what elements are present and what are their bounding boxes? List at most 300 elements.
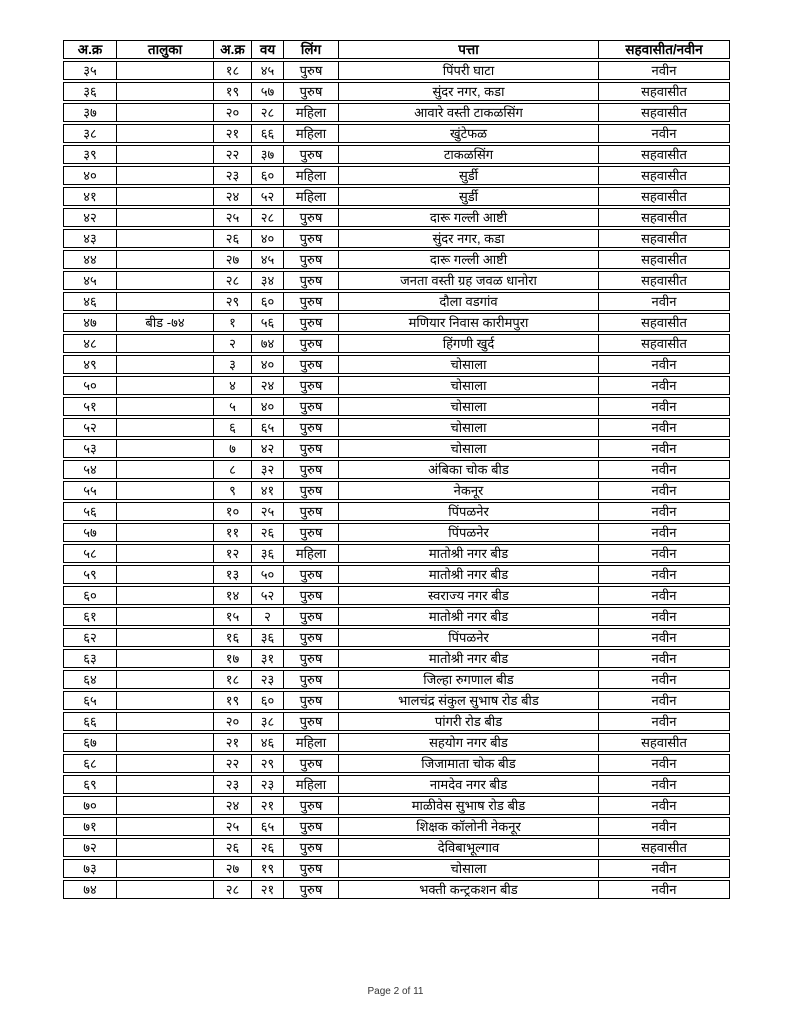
cell-sr2: २५ (213, 208, 251, 227)
cell-sr2: २१ (213, 733, 251, 752)
table-row (63, 712, 730, 731)
cell-gender: महिला (283, 544, 338, 563)
table-row (63, 61, 730, 80)
cell-status: नवीन (598, 544, 730, 563)
cell-sr: ४० (63, 166, 116, 185)
cell-sr2: २८ (213, 880, 251, 899)
cell-status: नवीन (598, 292, 730, 311)
cell-age: २४ (251, 376, 283, 395)
cell-address: भालचंद्र संकुल सुभाष रोड बीड (338, 691, 598, 710)
table-row (63, 166, 730, 185)
cell-age: ४० (251, 397, 283, 416)
cell-sr2: १६ (213, 628, 251, 647)
table-row (63, 271, 730, 290)
cell-taluka (116, 565, 213, 584)
cell-taluka (116, 817, 213, 836)
cell-sr2: २ (213, 334, 251, 353)
table-row (63, 397, 730, 416)
cell-age: ४५ (251, 250, 283, 269)
cell-taluka (116, 607, 213, 626)
table-row (63, 565, 730, 584)
cell-address: मातोश्री नगर बीड (338, 544, 598, 563)
cell-sr2: २५ (213, 817, 251, 836)
cell-age: ६५ (251, 418, 283, 437)
table-row (63, 208, 730, 227)
cell-gender: पुरुष (283, 523, 338, 542)
cell-sr: ६९ (63, 775, 116, 794)
cell-address: स्वराज्य नगर बीड (338, 586, 598, 605)
cell-sr: ७० (63, 796, 116, 815)
cell-address: मातोश्री नगर बीड (338, 565, 598, 584)
cell-sr: ६० (63, 586, 116, 605)
cell-address: पिंपळनेर (338, 523, 598, 542)
cell-sr2: २२ (213, 145, 251, 164)
cell-address: टाकळसिंग (338, 145, 598, 164)
cell-sr2: २२ (213, 754, 251, 773)
table-row (63, 628, 730, 647)
cell-taluka (116, 418, 213, 437)
cell-gender: पुरुष (283, 334, 338, 353)
cell-gender: पुरुष (283, 208, 338, 227)
cell-status: नवीन (598, 586, 730, 605)
cell-gender: पुरुष (283, 229, 338, 248)
cell-status: नवीन (598, 124, 730, 143)
cell-sr2: ७ (213, 439, 251, 458)
table-container (63, 38, 731, 901)
cell-address: चोसाला (338, 376, 598, 395)
table-row (63, 145, 730, 164)
cell-sr2: १० (213, 502, 251, 521)
cell-sr: ७२ (63, 838, 116, 857)
cell-age: ४६ (251, 733, 283, 752)
cell-sr2: २७ (213, 250, 251, 269)
cell-sr: ३६ (63, 82, 116, 101)
cell-address: देविबाभूल्गाव (338, 838, 598, 857)
cell-age: २८ (251, 208, 283, 227)
column-header-gender: लिंग (283, 40, 338, 59)
column-header-address: पत्ता (338, 40, 598, 59)
cell-sr: ६५ (63, 691, 116, 710)
table-body (63, 61, 730, 899)
cell-sr: ५५ (63, 481, 116, 500)
table-row (63, 523, 730, 542)
cell-taluka (116, 481, 213, 500)
cell-gender: पुरुष (283, 61, 338, 80)
cell-sr2: ३ (213, 355, 251, 374)
cell-sr: ७३ (63, 859, 116, 878)
cell-taluka (116, 103, 213, 122)
cell-age: ७४ (251, 334, 283, 353)
cell-address: मणियार निवास कारीमपुरा (338, 313, 598, 332)
cell-taluka (116, 649, 213, 668)
cell-sr2: २६ (213, 229, 251, 248)
cell-address: मातोश्री नगर बीड (338, 649, 598, 668)
table-row (63, 502, 730, 521)
cell-sr: ५३ (63, 439, 116, 458)
table-row (63, 880, 730, 899)
cell-gender: पुरुष (283, 712, 338, 731)
cell-taluka (116, 754, 213, 773)
cell-sr2: २८ (213, 271, 251, 290)
table-row (63, 418, 730, 437)
cell-address: सुर्डी (338, 166, 598, 185)
cell-address: शिक्षक कॉलोनी नेकनूर (338, 817, 598, 836)
cell-age: ३१ (251, 649, 283, 668)
cell-gender: पुरुष (283, 460, 338, 479)
cell-taluka (116, 775, 213, 794)
table-row (63, 670, 730, 689)
table-row (63, 544, 730, 563)
cell-sr: ३९ (63, 145, 116, 164)
table-row (63, 481, 730, 500)
cell-gender: पुरुष (283, 397, 338, 416)
cell-status: नवीन (598, 397, 730, 416)
cell-status: सहवासीत (598, 166, 730, 185)
cell-taluka (116, 61, 213, 80)
cell-status: सहवासीत (598, 733, 730, 752)
cell-taluka (116, 586, 213, 605)
table-row (63, 124, 730, 143)
cell-status: नवीन (598, 775, 730, 794)
cell-status: नवीन (598, 649, 730, 668)
cell-sr2: २१ (213, 124, 251, 143)
cell-sr2: १८ (213, 61, 251, 80)
cell-gender: पुरुष (283, 691, 338, 710)
cell-sr2: १९ (213, 691, 251, 710)
cell-taluka (116, 859, 213, 878)
cell-sr: ६१ (63, 607, 116, 626)
cell-age: २६ (251, 523, 283, 542)
cell-status: नवीन (598, 754, 730, 773)
cell-age: २१ (251, 796, 283, 815)
cell-age: २५ (251, 502, 283, 521)
table-row (63, 859, 730, 878)
cell-gender: पुरुष (283, 481, 338, 500)
cell-sr: ४१ (63, 187, 116, 206)
cell-status: सहवासीत (598, 103, 730, 122)
cell-status: सहवासीत (598, 82, 730, 101)
cell-gender: पुरुष (283, 565, 338, 584)
table-row (63, 292, 730, 311)
cell-sr2: २७ (213, 859, 251, 878)
table-row (63, 838, 730, 857)
cell-sr2: १८ (213, 670, 251, 689)
cell-age: ५२ (251, 586, 283, 605)
cell-taluka (116, 460, 213, 479)
table-row (63, 313, 730, 332)
cell-sr2: २४ (213, 187, 251, 206)
table-row (63, 733, 730, 752)
cell-status: नवीन (598, 628, 730, 647)
cell-sr: ३८ (63, 124, 116, 143)
cell-sr2: १३ (213, 565, 251, 584)
cell-taluka (116, 838, 213, 857)
cell-gender: पुरुष (283, 838, 338, 857)
cell-gender: पुरुष (283, 502, 338, 521)
cell-taluka (116, 82, 213, 101)
cell-gender: पुरुष (283, 250, 338, 269)
cell-taluka (116, 397, 213, 416)
cell-sr2: ५ (213, 397, 251, 416)
cell-status: सहवासीत (598, 271, 730, 290)
table-row (63, 439, 730, 458)
cell-sr2: ११ (213, 523, 251, 542)
cell-age: २६ (251, 838, 283, 857)
cell-status: नवीन (598, 61, 730, 80)
cell-sr2: १५ (213, 607, 251, 626)
cell-address: पिंपळनेर (338, 628, 598, 647)
cell-gender: पुरुष (283, 754, 338, 773)
cell-age: ५० (251, 565, 283, 584)
table-row (63, 691, 730, 710)
cell-address: पांगरी रोड बीड (338, 712, 598, 731)
cell-address: चोसाला (338, 418, 598, 437)
cell-status: नवीन (598, 376, 730, 395)
cell-age: १९ (251, 859, 283, 878)
cell-address: माळीवेस सुभाष रोड बीड (338, 796, 598, 815)
residents-table (63, 38, 730, 901)
table-row (63, 187, 730, 206)
cell-taluka (116, 544, 213, 563)
cell-address: अंबिका चोक बीड (338, 460, 598, 479)
cell-gender: पुरुष (283, 796, 338, 815)
cell-taluka (116, 733, 213, 752)
table-row (63, 817, 730, 836)
cell-gender: पुरुष (283, 313, 338, 332)
cell-gender: पुरुष (283, 859, 338, 878)
cell-sr: ४५ (63, 271, 116, 290)
table-row (63, 796, 730, 815)
cell-status: नवीन (598, 859, 730, 878)
cell-sr: ४२ (63, 208, 116, 227)
cell-taluka (116, 166, 213, 185)
cell-age: ६६ (251, 124, 283, 143)
cell-taluka (116, 250, 213, 269)
cell-address: चोसाला (338, 439, 598, 458)
cell-taluka (116, 439, 213, 458)
table-row (63, 586, 730, 605)
cell-status: सहवासीत (598, 208, 730, 227)
cell-sr: ४६ (63, 292, 116, 311)
cell-status: नवीन (598, 796, 730, 815)
cell-address: सुर्डी (338, 187, 598, 206)
table-row (63, 775, 730, 794)
cell-age: ६० (251, 292, 283, 311)
cell-status: सहवासीत (598, 229, 730, 248)
cell-sr: ५२ (63, 418, 116, 437)
cell-sr2: २९ (213, 292, 251, 311)
cell-taluka (116, 628, 213, 647)
cell-age: ३८ (251, 712, 283, 731)
cell-age: ६० (251, 166, 283, 185)
table-row (63, 82, 730, 101)
cell-sr: ५१ (63, 397, 116, 416)
cell-taluka: बीड -७४ (116, 313, 213, 332)
table-row (63, 376, 730, 395)
cell-taluka (116, 796, 213, 815)
cell-taluka (116, 880, 213, 899)
cell-sr2: १७ (213, 649, 251, 668)
cell-age: ५२ (251, 187, 283, 206)
cell-address: हिंगणी खुर्द (338, 334, 598, 353)
cell-taluka (116, 691, 213, 710)
cell-age: २८ (251, 103, 283, 122)
table-row (63, 103, 730, 122)
cell-sr: ६४ (63, 670, 116, 689)
cell-taluka (116, 187, 213, 206)
cell-sr2: २३ (213, 166, 251, 185)
cell-address: चोसाला (338, 355, 598, 374)
cell-status: नवीन (598, 880, 730, 899)
cell-sr: ६७ (63, 733, 116, 752)
cell-gender: महिला (283, 103, 338, 122)
cell-age: ४२ (251, 439, 283, 458)
cell-address: जनता वस्ती ग्रह जवळ धानोरा (338, 271, 598, 290)
column-header-taluka: तालुका (116, 40, 213, 59)
cell-age: ४० (251, 355, 283, 374)
cell-sr2: १४ (213, 586, 251, 605)
cell-status: नवीन (598, 355, 730, 374)
cell-address: दौला वडगांव (338, 292, 598, 311)
cell-taluka (116, 670, 213, 689)
cell-status: नवीन (598, 502, 730, 521)
cell-sr: ७४ (63, 880, 116, 899)
table-row (63, 460, 730, 479)
cell-sr2: १२ (213, 544, 251, 563)
cell-address: भक्ती कन्ट्रकशन बीड (338, 880, 598, 899)
cell-status: नवीन (598, 460, 730, 479)
cell-gender: पुरुष (283, 586, 338, 605)
column-header-serial2: अ.क्र (213, 40, 251, 59)
cell-age: ४० (251, 229, 283, 248)
cell-sr: ५६ (63, 502, 116, 521)
column-header-age: वय (251, 40, 283, 59)
cell-age: ३२ (251, 460, 283, 479)
cell-gender: पुरुष (283, 649, 338, 668)
cell-age: ६० (251, 691, 283, 710)
cell-taluka (116, 523, 213, 542)
cell-taluka (116, 376, 213, 395)
cell-sr: ३७ (63, 103, 116, 122)
cell-age: ४५ (251, 61, 283, 80)
cell-sr2: २३ (213, 775, 251, 794)
cell-taluka (116, 502, 213, 521)
cell-gender: पुरुष (283, 355, 338, 374)
cell-address: नेकनूर (338, 481, 598, 500)
cell-status: नवीन (598, 439, 730, 458)
cell-status: सहवासीत (598, 838, 730, 857)
table-header-row (63, 40, 730, 59)
cell-gender: पुरुष (283, 292, 338, 311)
cell-age: ३४ (251, 271, 283, 290)
cell-sr: ६३ (63, 649, 116, 668)
cell-address: जिजामाता चोक बीड (338, 754, 598, 773)
cell-sr2: २० (213, 103, 251, 122)
cell-sr: ३५ (63, 61, 116, 80)
cell-gender: महिला (283, 775, 338, 794)
cell-gender: पुरुष (283, 82, 338, 101)
cell-status: सहवासीत (598, 187, 730, 206)
cell-taluka (116, 271, 213, 290)
cell-taluka (116, 208, 213, 227)
page-number-footer: Page 2 of 11 (367, 986, 424, 997)
cell-gender: पुरुष (283, 607, 338, 626)
cell-status: सहवासीत (598, 334, 730, 353)
cell-sr: ४७ (63, 313, 116, 332)
cell-status: नवीन (598, 817, 730, 836)
cell-sr: ४४ (63, 250, 116, 269)
cell-sr: ६८ (63, 754, 116, 773)
cell-address: सुंदर नगर, कडा (338, 229, 598, 248)
cell-sr2: २० (213, 712, 251, 731)
cell-status: नवीन (598, 481, 730, 500)
cell-gender: पुरुष (283, 271, 338, 290)
cell-gender: पुरुष (283, 817, 338, 836)
cell-sr: ६६ (63, 712, 116, 731)
cell-sr2: १९ (213, 82, 251, 101)
cell-sr: ५८ (63, 544, 116, 563)
cell-gender: महिला (283, 124, 338, 143)
cell-address: आवारे वस्ती टाकळसिंग (338, 103, 598, 122)
cell-status: नवीन (598, 565, 730, 584)
cell-age: २९ (251, 754, 283, 773)
cell-status: नवीन (598, 418, 730, 437)
cell-age: २ (251, 607, 283, 626)
cell-age: २३ (251, 775, 283, 794)
cell-taluka (116, 292, 213, 311)
cell-taluka (116, 712, 213, 731)
cell-sr2: ४ (213, 376, 251, 395)
cell-sr: ५४ (63, 460, 116, 479)
cell-address: मातोश्री नगर बीड (338, 607, 598, 626)
cell-age: ६५ (251, 817, 283, 836)
cell-gender: पुरुष (283, 628, 338, 647)
cell-age: ५७ (251, 82, 283, 101)
cell-sr: ४३ (63, 229, 116, 248)
cell-status: नवीन (598, 523, 730, 542)
cell-sr: ५९ (63, 565, 116, 584)
cell-sr2: २४ (213, 796, 251, 815)
cell-sr: ५० (63, 376, 116, 395)
cell-gender: पुरुष (283, 145, 338, 164)
cell-gender: महिला (283, 733, 338, 752)
cell-gender: महिला (283, 187, 338, 206)
cell-gender: पुरुष (283, 376, 338, 395)
cell-sr2: ८ (213, 460, 251, 479)
cell-status: नवीन (598, 712, 730, 731)
cell-status: नवीन (598, 691, 730, 710)
cell-address: नामदेव नगर बीड (338, 775, 598, 794)
cell-address: चोसाला (338, 859, 598, 878)
cell-taluka (116, 124, 213, 143)
cell-address: चोसाला (338, 397, 598, 416)
cell-sr: ५७ (63, 523, 116, 542)
column-header-status: सहवासीत/नवीन (598, 40, 730, 59)
cell-age: ५६ (251, 313, 283, 332)
cell-address: सुंदर नगर, कडा (338, 82, 598, 101)
cell-sr: ७१ (63, 817, 116, 836)
cell-gender: पुरुष (283, 439, 338, 458)
cell-status: सहवासीत (598, 250, 730, 269)
cell-age: २३ (251, 670, 283, 689)
cell-address: खुंटेफळ (338, 124, 598, 143)
cell-sr2: ९ (213, 481, 251, 500)
cell-address: पिंपळनेर (338, 502, 598, 521)
cell-gender: पुरुष (283, 880, 338, 899)
column-header-serial: अ.क्र (63, 40, 116, 59)
cell-taluka (116, 145, 213, 164)
cell-address: सहयोग नगर बीड (338, 733, 598, 752)
